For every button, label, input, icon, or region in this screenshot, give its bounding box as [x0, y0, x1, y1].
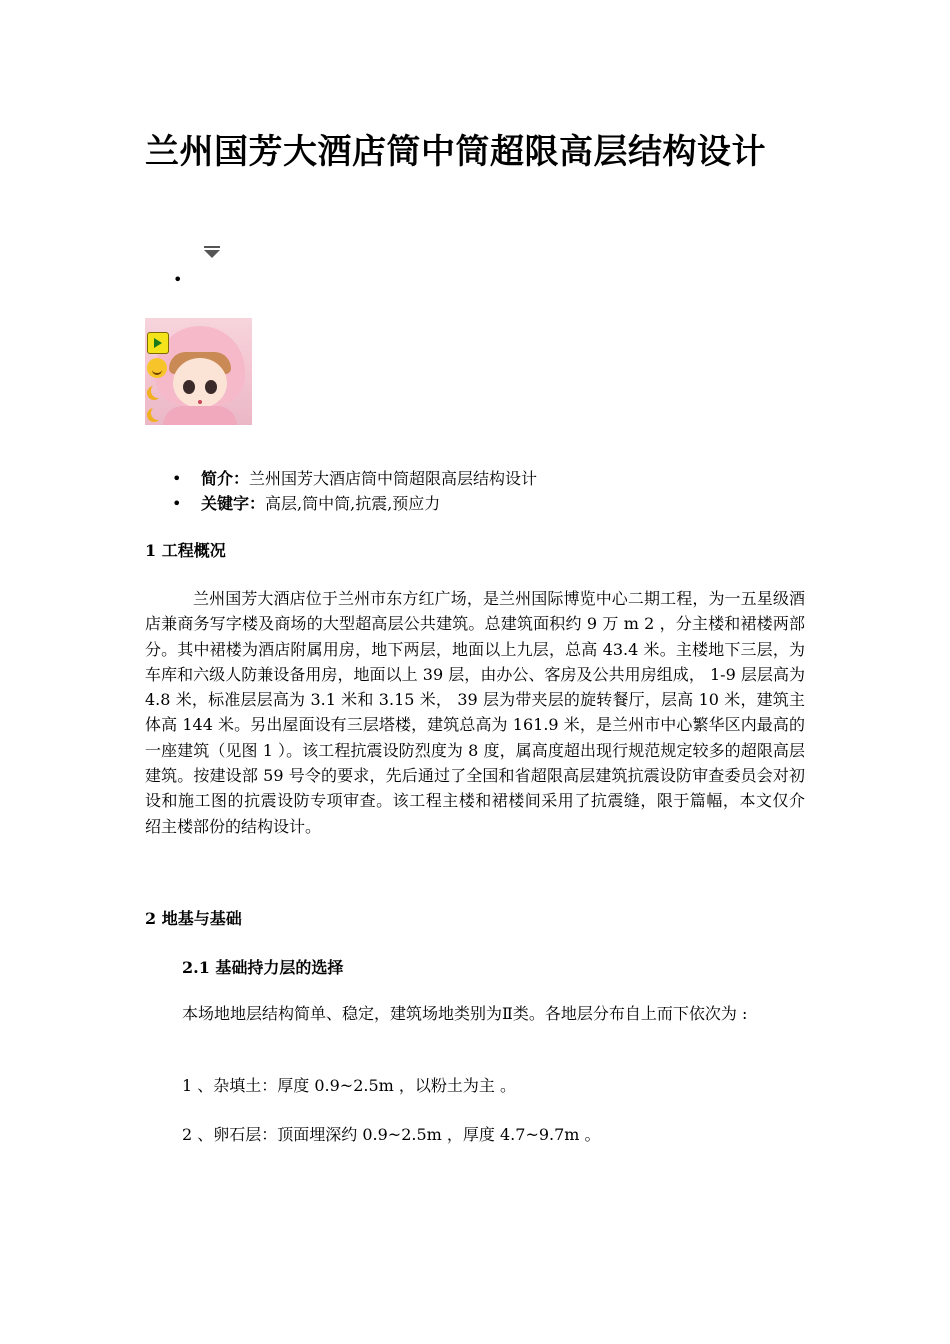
- avatar-left-eye: [183, 380, 195, 394]
- arrow-right-emoticon-icon: [147, 332, 169, 354]
- summary-label: 简介：: [201, 469, 250, 488]
- avatar-mouth: [198, 400, 202, 404]
- doll-avatar-image: [145, 318, 252, 425]
- moon-emoticon-icon: [147, 382, 167, 402]
- avatar-body: [163, 406, 237, 425]
- section-2-heading: 2 地基与基础: [145, 909, 242, 928]
- section-2-1-heading: 2.1 基础持力层的选择: [182, 958, 344, 977]
- moon-emoticon-icon: [147, 404, 167, 424]
- layer-2-text: 2 、卵石层：顶面埋深约 0.9~2.5m ，厚度 4.7~9.7m 。: [182, 1125, 601, 1144]
- section-1-body: 兰州国芳大酒店位于兰州市东方红广场，是兰州国际博览中心二期工程，为一五星级酒店兼商务写字楼及商场的大型超高层公共建筑。总建筑面积约 9 万 m 2 ，分主楼和裙楼两部分。其中裙楼为酒店附属用房，地下两层，地面以上九层，总高 43.4 米。主楼地下三层，为车库和六级人防兼设备用房，地面以上 39 层，由办公、客房及公共用房组成， 1-9 层层高为 4.8 米，标准层层高为 3.1 米和 3.15 米， 39 层为带夹层的旋转餐厅，层高 10 米，建筑主体高 144 米。另出屋面设有三层塔楼，建筑总高为 161.9 米，是兰州市中心繁华区内最高的一座建筑（见图 1 ）。该工程抗震设防烈度为 8 度，属高度超出现行规范规定较多的超限高层建筑。按建设部 59 号令的要求，先后通过了全国和省超限高层建筑抗震设防审查委员会对初设和施工图的抗震设防专项审查。该工程主楼和裙楼间采用了抗震缝，限于篇幅，本文仅介 绍主楼部份的结构设计。: [145, 589, 805, 836]
- section-1-heading: 1 工程概况: [145, 541, 226, 560]
- chevron-down-icon[interactable]: [204, 250, 220, 258]
- section-2-1-body: 本场地地层结构简单、稳定，建筑场地类别为Ⅱ类。各地层分布自上而下依次为 :: [182, 1004, 748, 1023]
- smile-sun-emoticon-icon: [147, 358, 167, 378]
- keywords-item: [145, 491, 805, 516]
- keywords-value: 高层,筒中筒,抗震,预应力: [265, 494, 441, 513]
- summary-value: 兰州国芳大酒店筒中筒超限高层结构设计: [249, 469, 538, 488]
- avatar-right-eye: [205, 380, 217, 394]
- summary-item: [145, 466, 805, 491]
- layer-1-text: 1 、杂填土：厚度 0.9~2.5m ，以粉土为主 。: [182, 1076, 516, 1095]
- meta-list: [145, 466, 805, 516]
- empty-bullet: •: [173, 270, 183, 289]
- keywords-label: 关键字：: [201, 494, 266, 513]
- document-title: 兰州国芳大酒店筒中筒超限高层结构设计: [145, 132, 766, 172]
